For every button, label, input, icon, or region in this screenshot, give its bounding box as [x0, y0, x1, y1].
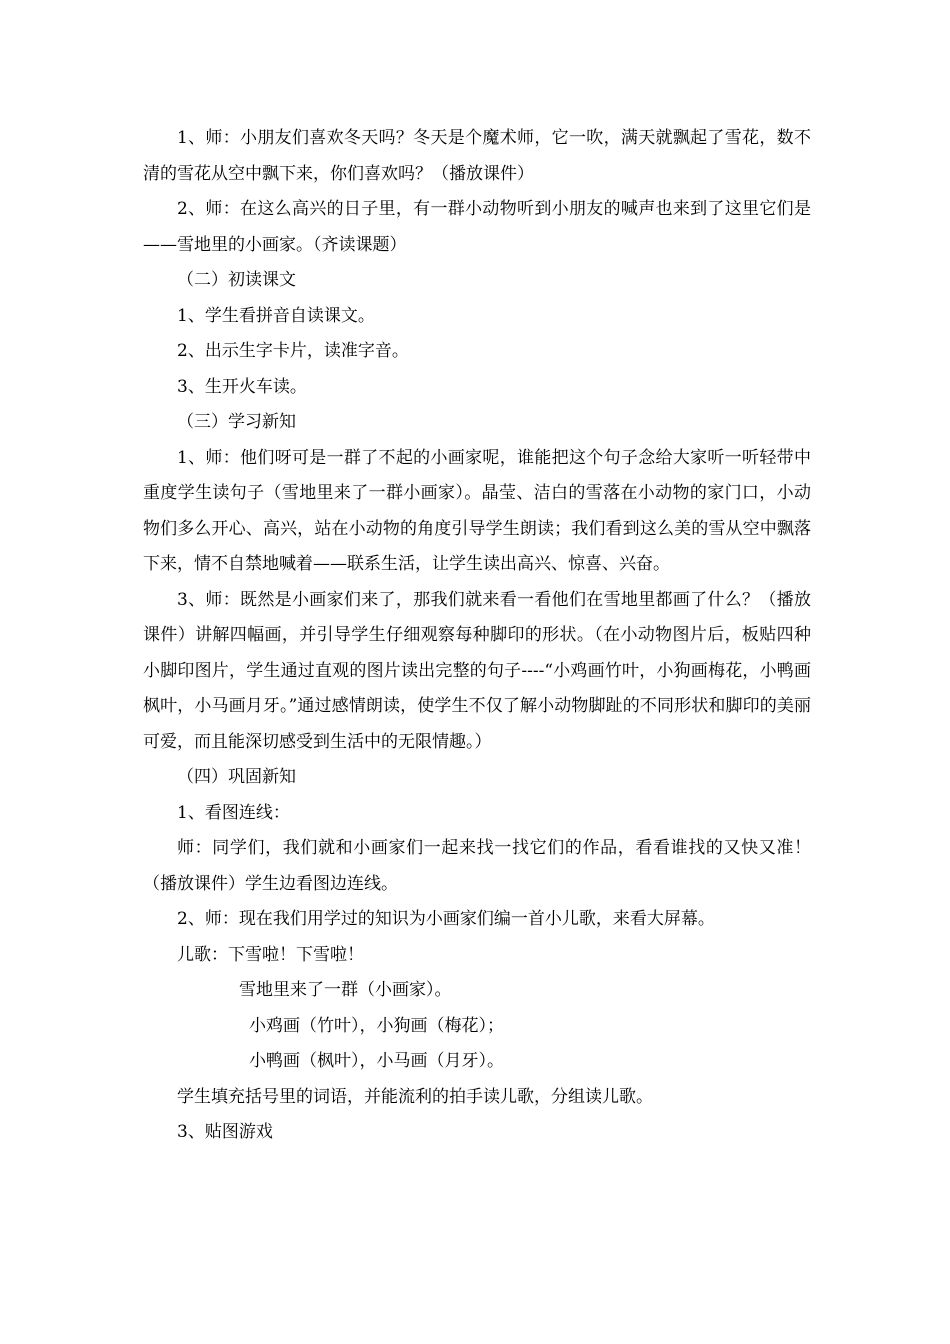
paragraph-fill-brackets: 学生填充括号里的词语，并能流利的拍手读儿歌，分组读儿歌。 [177, 1086, 653, 1107]
paragraph-teacher-animals-arrive: 2、师：在这么高兴的日子里，有一群小动物听到小朋友的喊声也来到了这里它们是——雪地里的小画家。（齐读课题） [143, 199, 811, 255]
song-line-1: 雪地里来了一群（小画家）。 [239, 980, 452, 1000]
song-line-2: 小鸡画（竹叶），小狗画（梅花）； [249, 1015, 504, 1036]
section-heading-first-reading: （二）初读课文 [177, 270, 296, 290]
paragraph-find-works: 师：同学们，我们就和小画家们一起来找一找它们的作品，看看谁找的又快又准！（播放课件）学生边看图边连线。 [143, 838, 811, 894]
song-title: 儿歌：下雪啦！下雪啦！ [177, 944, 364, 965]
paragraph-four-paintings: 3、师：既然是小画家们来了，那我们就来看一看他们在雪地里都画了什么？（播放课件）讲解四幅画，并引导学生仔细观察每种脚印的形状。（在小动物图片后，板贴四种小脚印图片，学生通过直观的图片读出完整的句子----“小鸡画竹叶，小狗画梅花，小鸭画枫叶，小马画月牙。”通过感情朗读，使学生不仅了解小动物脚趾的不同形状和脚印的美丽可爱，而且能深切感受到生活中的无限情趣。） [143, 589, 811, 752]
document-page [143, 121, 811, 1151]
section-heading-consolidate: （四）巩固新知 [177, 767, 296, 787]
paragraph-teacher-intro-winter: 1、师：小朋友们喜欢冬天吗？冬天是个魔术师，它一吹，满天就飘起了雪花，数不清的雪花从空中飘下来，你们喜欢吗？（播放课件） [143, 128, 811, 184]
paragraph-little-painters: 1、师：他们呀可是一群了不起的小画家呢，谁能把这个句子念给大家听一听轻带中重度学生读句子（雪地里来了一群小画家）。晶莹、洁白的雪落在小动物的家门口，小动物们多么开心、高兴，站在小动物的角度引导学生朗读；我们看到这么美的雪从空中飘落下来，情不自禁地喊着——联系生活，让学生读出高兴、惊喜、兴奋。 [143, 447, 811, 574]
list-item-word-cards: 2、出示生字卡片，读准字音。 [177, 341, 409, 361]
list-item-self-read: 1、学生看拼音自读课文。 [177, 305, 375, 326]
list-item-train-reading: 3、生开火车读。 [177, 376, 307, 397]
paragraph-make-song: 2、师：现在我们用学过的知识为小画家们编一首小儿歌，来看大屏幕。 [177, 909, 715, 929]
song-line-3: 小鸭画（枫叶），小马画（月牙）。 [249, 1051, 504, 1071]
list-item-match-lines: 1、看图连线： [177, 802, 290, 823]
section-heading-learn-new: （三）学习新知 [177, 412, 296, 432]
list-item-sticker-game: 3、贴图游戏 [177, 1122, 273, 1142]
